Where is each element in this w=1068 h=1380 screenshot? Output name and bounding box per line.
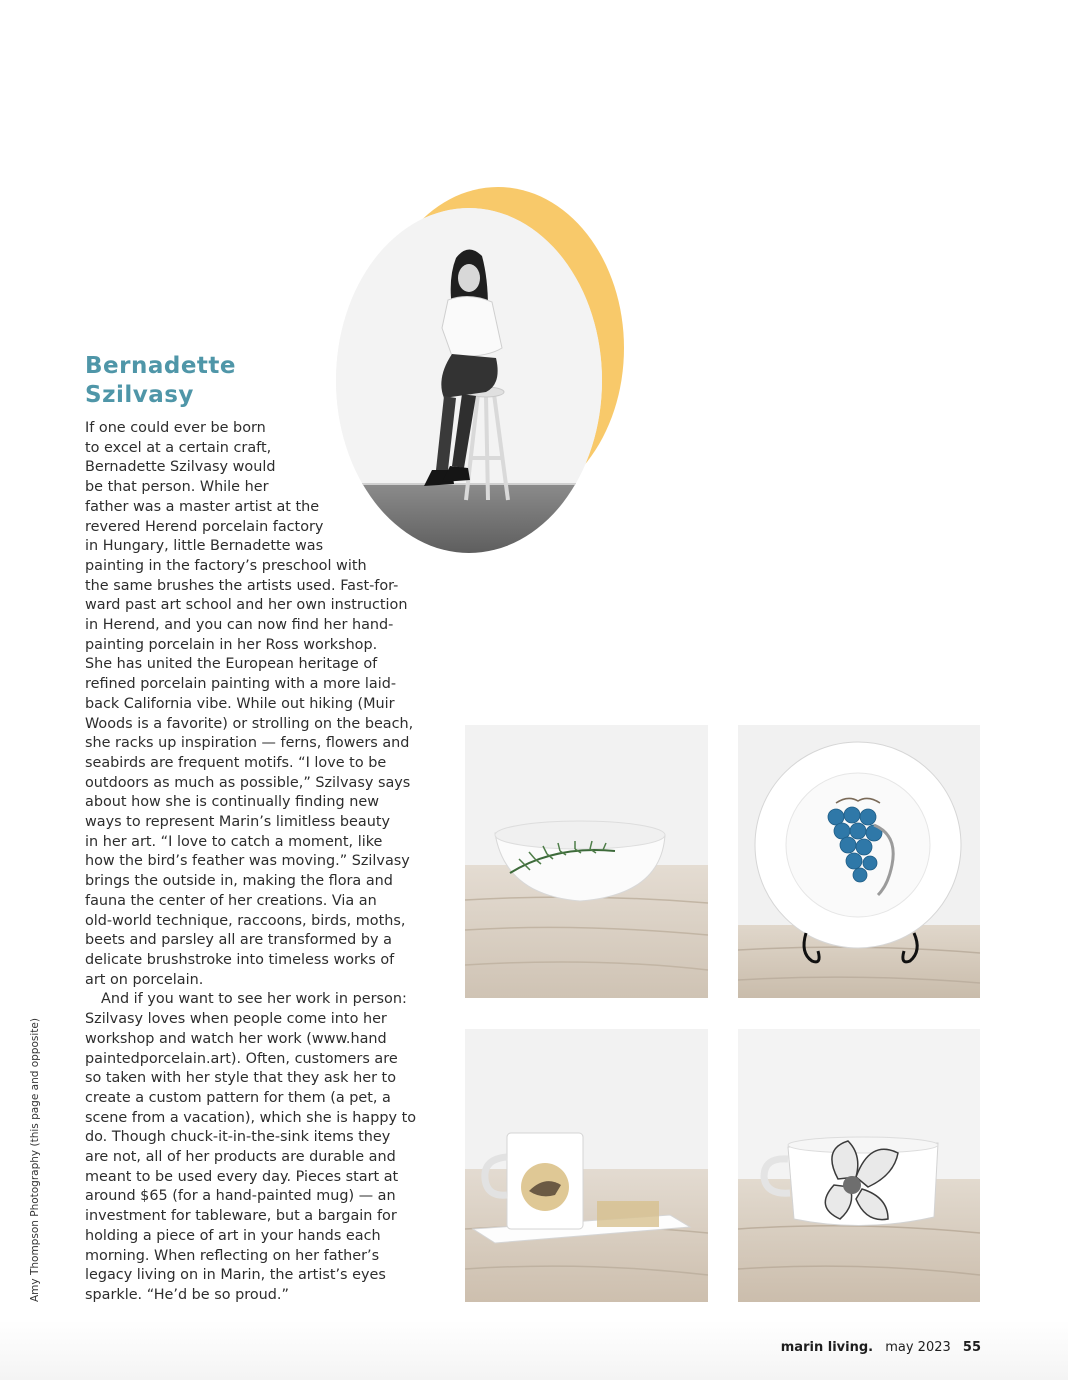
body-line: morning. When reflecting on her father’s <box>85 1247 380 1264</box>
body-line: She has united the European heritage of <box>85 656 378 673</box>
body-line: And if you want to see her work in person: <box>101 991 407 1008</box>
photo-bird-mug <box>465 1029 708 1302</box>
body-line: brings the outside in, making the flora and <box>85 873 393 890</box>
photo-credit: Amy Thompson Photography (this page and opposite) <box>29 1018 41 1302</box>
body-line: in her art. “I love to catch a moment, like <box>85 833 383 850</box>
body-line: in Hungary, little Bernadette was <box>85 538 324 555</box>
body-line: around $65 (for a hand-painted mug) — an <box>85 1188 396 1205</box>
body-line: in Herend, and you can now find her hand- <box>85 617 394 634</box>
body-line: investment for tableware, but a bargain for <box>85 1208 397 1225</box>
body-line: workshop and watch her work (www.hand <box>85 1030 387 1047</box>
page-number: 55 <box>962 1340 981 1355</box>
body-line: revered Herend porcelain factory <box>85 518 324 535</box>
body-line: beets and parsley all are transformed by a <box>85 932 392 949</box>
body-line: legacy living on in Marin, the artist’s eyes <box>85 1267 386 1284</box>
body-line: sparkle. “He’d be so proud.” <box>85 1286 289 1303</box>
body-line: Szilvasy loves when people come into her <box>85 1011 387 1028</box>
body-line: painting porcelain in her Ross workshop. <box>85 636 378 653</box>
body-line: create a custom pattern for them (a pet, a <box>85 1089 391 1106</box>
body-line: painting in the factory’s preschool with <box>85 557 367 574</box>
body-line: the same brushes the artists used. Fast-for- <box>85 577 399 594</box>
body-line: are not, all of her products are durable and <box>85 1149 396 1166</box>
body-line: she racks up inspiration — ferns, flowers and <box>85 735 410 752</box>
body-line: ward past art school and her own instruction <box>85 597 408 614</box>
article-headline <box>85 352 236 410</box>
page-footer <box>781 1340 981 1355</box>
issue-date: may 2023 <box>885 1340 951 1355</box>
body-line: outdoors as much as possible,” Szilvasy says <box>85 774 411 791</box>
body-line: meant to be used every day. Pieces start at <box>85 1168 399 1185</box>
body-line: scene from a vacation), which she is happy to <box>85 1109 417 1126</box>
body-line: do. Though chuck-it-in-the-sink items they <box>85 1129 391 1146</box>
body-line: fauna the center of her creations. Via an <box>85 892 377 909</box>
body-line: father was a master artist at the <box>85 498 320 515</box>
body-line: ways to represent Marin’s limitless beauty <box>85 814 391 831</box>
magazine-brand: marin living. <box>780 1340 874 1355</box>
headline-line-2: Szilvasy <box>85 382 194 408</box>
body-line: back California vibe. While out hiking (Muir <box>85 695 395 712</box>
article-body <box>85 419 415 1306</box>
body-line: to excel at a certain craft, <box>85 439 272 456</box>
body-line: so taken with her style that they ask her to <box>85 1070 397 1087</box>
body-line: holding a piece of art in your hands each <box>85 1227 381 1244</box>
photo-grape-plate <box>738 725 980 998</box>
body-line: old-world technique, raccoons, birds, moths, <box>85 912 406 929</box>
body-line: paintedporcelain.art). Often, customers are <box>85 1050 398 1067</box>
photo-flower-cup <box>738 1029 980 1302</box>
body-line: delicate brushstroke into timeless works of <box>85 951 395 968</box>
body-line: how the bird’s feather was moving.” Szilvasy <box>85 853 410 870</box>
body-line: be that person. While her <box>85 479 269 496</box>
body-line: seabirds are frequent motifs. “I love to be <box>85 754 387 771</box>
photo-rosemary-bowl <box>465 725 708 998</box>
body-line: refined porcelain painting with a more laid- <box>85 676 397 693</box>
body-line: Bernadette Szilvasy would <box>85 459 276 476</box>
body-line: art on porcelain. <box>85 971 204 988</box>
body-line: about how she is continually finding new <box>85 794 379 811</box>
body-line: Woods is a favorite) or strolling on the beach, <box>85 715 414 732</box>
body-line: If one could ever be born <box>85 420 266 436</box>
headline-line-1: Bernadette <box>85 353 237 379</box>
